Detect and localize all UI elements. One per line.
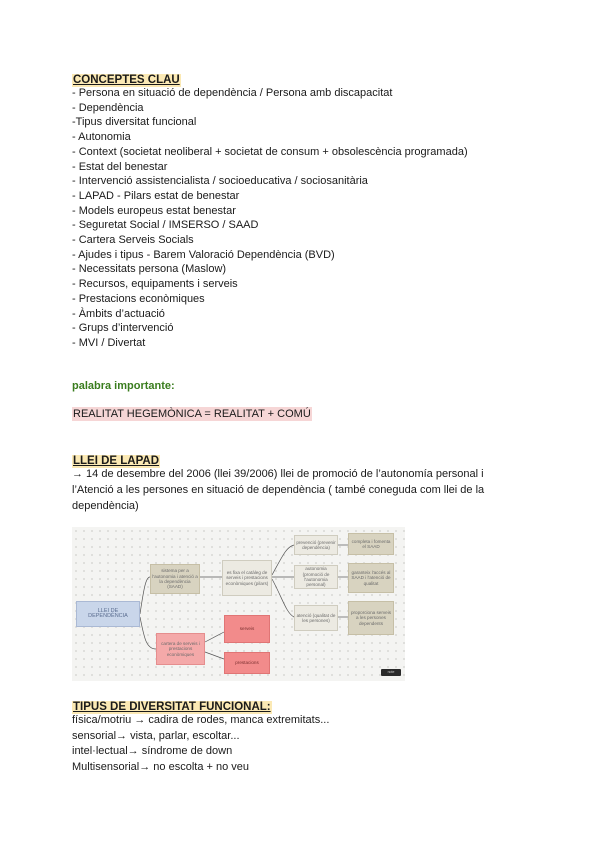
node-prestacions: prestacions	[224, 652, 270, 674]
list-item: - Recursos, equipaments i serveis	[72, 278, 238, 291]
list-item: intel·lectual→ síndrome de down	[72, 745, 233, 757]
node-atencio: atenció (qualitat de les persones)	[294, 605, 338, 631]
lapad-paragraph: → 14 de desembre del 2006 (llei 39/2006) llei de promoció de l’autonomía personal i l’Atenció a les persones en situació de dependència ( també coneguda com llei de la dependència)	[72, 468, 485, 512]
list-item: - Grups d’intervenció	[72, 322, 174, 335]
list-item: - Àmbits d’actuació	[72, 307, 165, 320]
list-item: - Prestacions econòmiques	[72, 292, 205, 305]
list-item: Multisensorial→ no escolta + no veu	[72, 760, 250, 773]
lapad-diagram	[72, 527, 405, 681]
node-right-bot: proporciona serveis a les persones dependents	[348, 601, 394, 635]
diagram-badge: note	[381, 669, 401, 676]
list-item: - Context (societat neoliberal + societat de consum + obsolescència programada)	[72, 145, 468, 158]
list-item: - Seguretat Social / IMSERSO / SAAD	[72, 219, 259, 232]
list-item: -Tipus diversitat funcional	[72, 116, 197, 129]
node-saad: sistema per a l'autonomia i atenció a la dependència (SAAD)	[150, 564, 200, 594]
list-item: - Ajudes i tipus - Barem Valoració Dependència (BVD)	[72, 248, 335, 261]
list-item: física/motriu → cadira de rodes, manca extremitats...	[72, 714, 330, 726]
conceptes-clau-heading: CONCEPTES CLAU	[73, 74, 180, 86]
list-item: - Intervenció assistencialista / socioeducativa / sociosanitària	[72, 175, 368, 188]
list-item: - Cartera Serveis Socials	[72, 234, 194, 247]
list-item: - MVI / Divertat	[72, 336, 146, 349]
list-item: - Estat del benestar	[72, 160, 168, 173]
list-item: - Necessitats persona (Maslow)	[72, 263, 227, 276]
diversitat-heading: TIPUS DE DIVERSITAT FUNCIONAL:	[73, 701, 271, 713]
node-cartera: cartera de serveis i prestacions econòmiques	[156, 633, 205, 665]
node-serveis: serveis	[224, 615, 270, 643]
diversitat-list	[72, 713, 329, 775]
node-autonomia: autonomia (promoció de l'autonomia personal)	[294, 565, 338, 589]
list-item: - Persona en situació de dependència / Persona amb discapacitat	[72, 87, 393, 99]
list-item: - Dependència	[72, 101, 144, 114]
list-item: - Models europeus estat benestar	[72, 204, 236, 217]
node-cataleg: es fixa el catàleg de serveis i prestacions econòmiques (pilars)	[222, 560, 272, 596]
node-right-top: completa i fomenta el SAAD	[348, 533, 394, 555]
lapad-heading: LLEI DE LAPAD	[73, 455, 160, 467]
node-root: LLEI DE DEPENDÈNCIA	[76, 601, 140, 627]
list-item: sensorial→ vista, parlar, escoltar...	[72, 729, 240, 742]
conceptes-list	[72, 86, 468, 351]
node-right-mid: garanteix l'accés al SAAD i l'atenció de qualitat	[348, 563, 394, 593]
list-item: - Autonomia	[72, 131, 131, 144]
important-label: palabra importante:	[72, 380, 175, 392]
node-prevencio: prevenció (prevenir dependència)	[294, 535, 338, 555]
list-item: - LAPAD - Pilars estat de benestar	[72, 189, 240, 202]
hegemonic-formula: REALITAT HEGEMÒNICA = REALITAT + COMÚ	[73, 408, 311, 420]
